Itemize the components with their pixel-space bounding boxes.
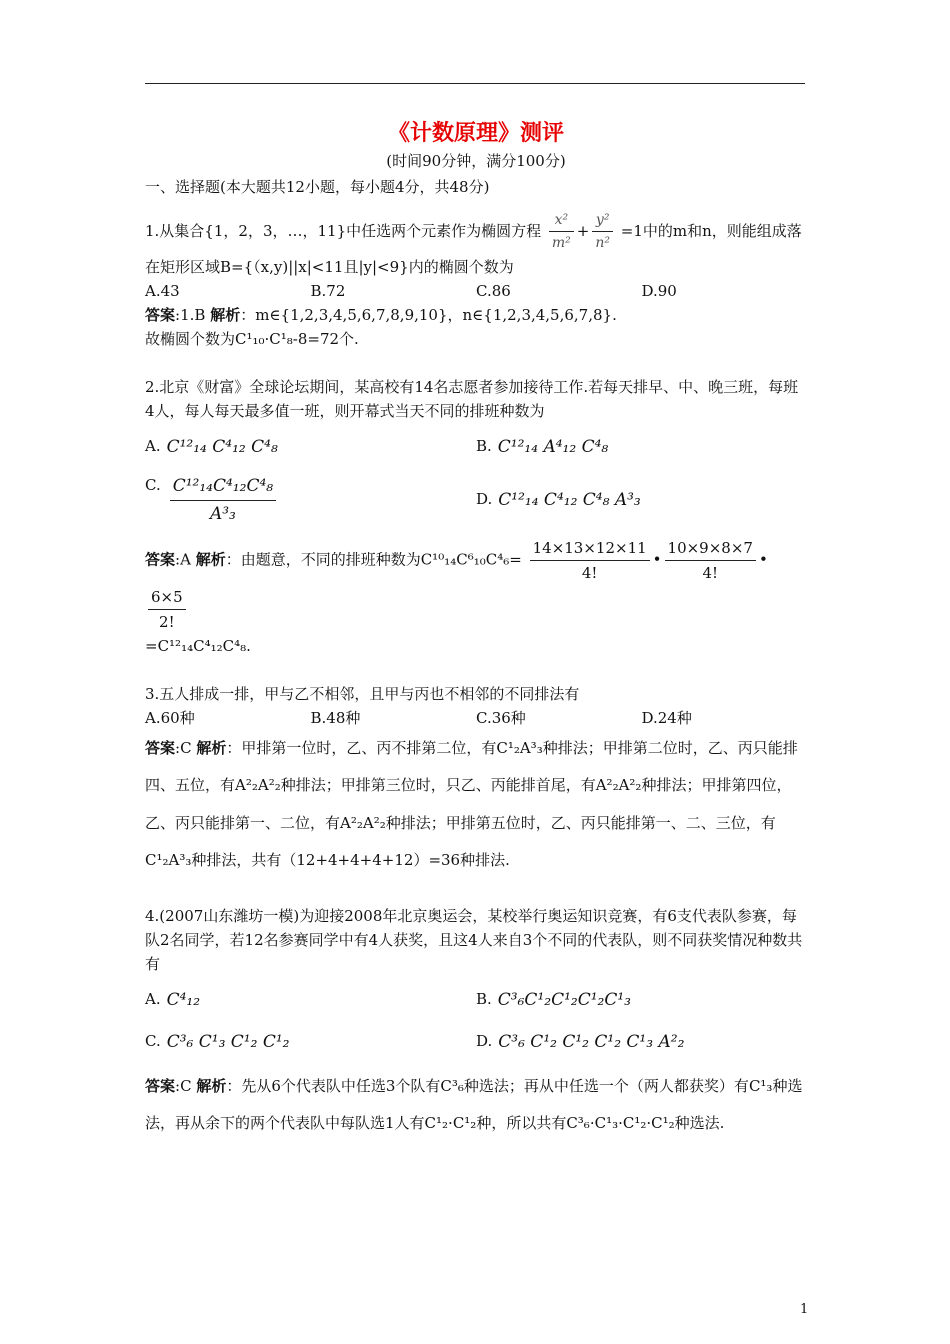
option-b bbox=[476, 987, 807, 1014]
question-2-options-row-1 bbox=[145, 431, 807, 465]
fraction-3 bbox=[148, 585, 186, 634]
page-number: 1 bbox=[800, 1302, 809, 1317]
question-1-analysis-2: 故椭圆个数为C¹₁₀·C¹₈-8=72个. bbox=[145, 329, 359, 348]
answer-value: :1.B bbox=[175, 305, 206, 324]
question-1-stem: 1.从集合{1，2，3，…，11}中任选两个元素作为椭圆方程 $\frac{\text{x²}}{\text{m²}}$ + $\frac{\text{y²}}{\text{n²}}$ =1中的m和n，则能组成落 bbox=[145, 209, 807, 255]
answer-value: :C bbox=[175, 738, 192, 757]
fraction-denominator: 4! bbox=[581, 563, 598, 582]
fraction-2 bbox=[665, 536, 756, 585]
analysis-label: 解析 bbox=[195, 550, 226, 569]
question-2-stem: 2.北京《财富》全球论坛期间，某高校有14名志愿者参加接待工作.若每天排早、中、晚三班，每班4人，每人每天最多值一班，则开幕式当天不同的排班种数为 bbox=[145, 377, 799, 420]
option-b bbox=[476, 434, 807, 461]
option-d: D.24种 bbox=[641, 708, 692, 727]
question-3-stem: 3.五人排成一排，甲与乙不相邻，且甲与丙也不相邻的不同排法有 bbox=[145, 684, 580, 703]
question-1-stem-a: 1.从集合{1，2，3，…，11}中任选两个元素作为椭圆方程 bbox=[145, 221, 542, 240]
subtitle: (时间90分钟，满分100分) bbox=[386, 151, 566, 170]
question-4-answer bbox=[145, 1068, 807, 1143]
answer-label: 答案 bbox=[145, 1076, 176, 1095]
option-letter: C. bbox=[145, 475, 161, 494]
header-rule bbox=[145, 83, 805, 84]
option-c: C.86 bbox=[476, 281, 511, 300]
question-4 bbox=[145, 904, 807, 1143]
option-d: D.90 bbox=[641, 281, 677, 300]
option-c bbox=[145, 1029, 476, 1056]
analysis-text: ：m∈{1,2,3,4,5,6,7,8,9,10}，n∈{1,2,3,4,5,6,7,8}. bbox=[240, 305, 617, 324]
option-a bbox=[145, 987, 476, 1014]
fraction-numerator: 6×5 bbox=[148, 585, 186, 610]
question-4-options-row-1 bbox=[145, 984, 807, 1018]
ellipse-term-y-num: y² bbox=[592, 209, 613, 232]
option-letter: D. bbox=[476, 1032, 493, 1051]
document-page bbox=[145, 118, 807, 1143]
question-1-stem-c: 在矩形区域B={（x,y)||x|<11且|y|<9}内的椭圆个数为 bbox=[145, 257, 514, 276]
fraction-denominator: 4! bbox=[702, 563, 719, 582]
analysis-text: ：先从6个代表队中任选3个队有C³₆种选法；再从中任选一个（两人都获奖）有C¹₃种选法，再从余下的两个代表队中每队选1人有C¹₂·C¹₂种，所以共有C³₆·C¹₃·C¹₂·C¹₂种选法. bbox=[145, 1076, 803, 1133]
ellipse-term-y-den: n² bbox=[595, 235, 611, 252]
answer-label: 答案 bbox=[145, 305, 176, 324]
analysis-label: 解析 bbox=[196, 738, 227, 757]
question-2-analysis-2: =C¹²₁₄C⁴₁₂C⁴₈. bbox=[145, 636, 251, 655]
question-3-options bbox=[145, 706, 807, 730]
question-2-answer: 答案:A 解析：由题意，不同的排班种数为C¹⁰₁₄C⁶₁₀C⁴₆= $\frac{14\times 13\times 12\times 11}{4!}$ • $\frac{10\times 9\times 8\times 7}{4!}$ • $\frac{6\times 5}{2!}$ bbox=[145, 536, 807, 634]
option-a: A.43 bbox=[145, 281, 180, 300]
analysis-label: 解析 bbox=[210, 305, 241, 324]
ellipse-term-x-num: x² bbox=[549, 209, 574, 232]
option-formula: C¹²₁₄ C⁴₁₂ C⁴₈ A³₃ bbox=[498, 489, 641, 510]
option-letter: A. bbox=[145, 990, 161, 1009]
question-1-answer bbox=[145, 303, 807, 327]
analysis-text: ：由题意，不同的排班种数为C¹⁰₁₄C⁶₁₀C⁴₆= bbox=[225, 550, 522, 569]
option-a bbox=[145, 434, 476, 461]
option-c: C.36种 bbox=[476, 708, 526, 727]
option-formula: C³₆C¹₂C¹₂C¹₂C¹₃ bbox=[497, 990, 631, 1011]
option-fraction bbox=[170, 473, 276, 528]
option-d bbox=[476, 487, 807, 514]
option-a: A.60种 bbox=[145, 708, 195, 727]
fraction-denominator: 2! bbox=[159, 612, 175, 631]
option-d bbox=[476, 1029, 807, 1056]
option-b: B.72 bbox=[310, 281, 346, 300]
ellipse-term-y bbox=[592, 209, 613, 255]
option-formula: C¹²₁₄ C⁴₁₂ C⁴₈ bbox=[166, 436, 278, 457]
fraction-denominator: A³₃ bbox=[209, 503, 236, 524]
option-formula: C¹²₁₄ A⁴₁₂ C⁴₈ bbox=[497, 436, 609, 457]
question-2-options-row-2 bbox=[145, 473, 807, 528]
option-formula: C³₆ C¹₂ C¹₂ C¹₂ C¹₃ A²₂ bbox=[498, 1032, 685, 1053]
question-4-stem: 4.(2007山东潍坊一模)为迎接2008年北京奥运会，某校举行奥运知识竞赛，有6支代表队参赛，每队2名同学，若12名参赛同学中有4人获奖，且这4人来自3个不同的代表队，则不同获奖情况种数共有 bbox=[145, 906, 803, 973]
option-letter: B. bbox=[476, 436, 492, 455]
answer-value: :C bbox=[175, 1076, 192, 1095]
question-1-stem-b: =1中的m和n，则能组成落 bbox=[620, 221, 802, 240]
page-title: 《计数原理》测评 bbox=[387, 120, 564, 146]
question-1 bbox=[145, 209, 807, 351]
answer-label: 答案 bbox=[145, 550, 176, 569]
fraction-numerator: 14×13×12×11 bbox=[530, 536, 650, 561]
option-letter: A. bbox=[145, 436, 161, 455]
option-letter: B. bbox=[476, 990, 492, 1009]
fraction-1 bbox=[530, 536, 650, 585]
question-3-answer bbox=[145, 730, 807, 880]
question-3 bbox=[145, 682, 807, 880]
option-c bbox=[145, 473, 476, 528]
answer-value: :A bbox=[175, 550, 191, 569]
question-2 bbox=[145, 375, 807, 658]
ellipse-term-x bbox=[549, 209, 574, 255]
answer-label: 答案 bbox=[145, 738, 176, 757]
option-formula: C⁴₁₂ bbox=[166, 990, 201, 1011]
section-heading: 一、选择题(本大题共12小题，每小题4分，共48分) bbox=[145, 177, 490, 196]
analysis-label: 解析 bbox=[196, 1076, 227, 1095]
fraction-numerator: 10×9×8×7 bbox=[665, 536, 756, 561]
option-b: B.48种 bbox=[310, 708, 361, 727]
option-formula: C³₆ C¹₃ C¹₂ C¹₂ bbox=[166, 1032, 290, 1053]
analysis-text: ：甲排第一位时，乙、丙不排第二位，有C¹₂A³₃种排法；甲排第二位时，乙、丙只能排四、五位，有A²₂A²₂种排法；甲排第三位时，只乙、丙能排首尾，有A²₂A²₂种排法；甲排第四位，乙、丙只能排第一、二位，有A²₂A²₂种排法；甲排第五位时，乙、丙只能排第一、二、三位，有C¹₂A³₃种排法，共有（12+4+4+4+12）=36种排法. bbox=[145, 738, 798, 870]
ellipse-term-x-den: m² bbox=[551, 235, 571, 252]
question-1-options bbox=[145, 279, 807, 303]
fraction-numerator: C¹²₁₄C⁴₁₂C⁴₈ bbox=[170, 473, 276, 501]
option-letter: C. bbox=[145, 1032, 161, 1051]
question-4-options-row-2 bbox=[145, 1026, 807, 1060]
option-letter: D. bbox=[476, 489, 493, 508]
